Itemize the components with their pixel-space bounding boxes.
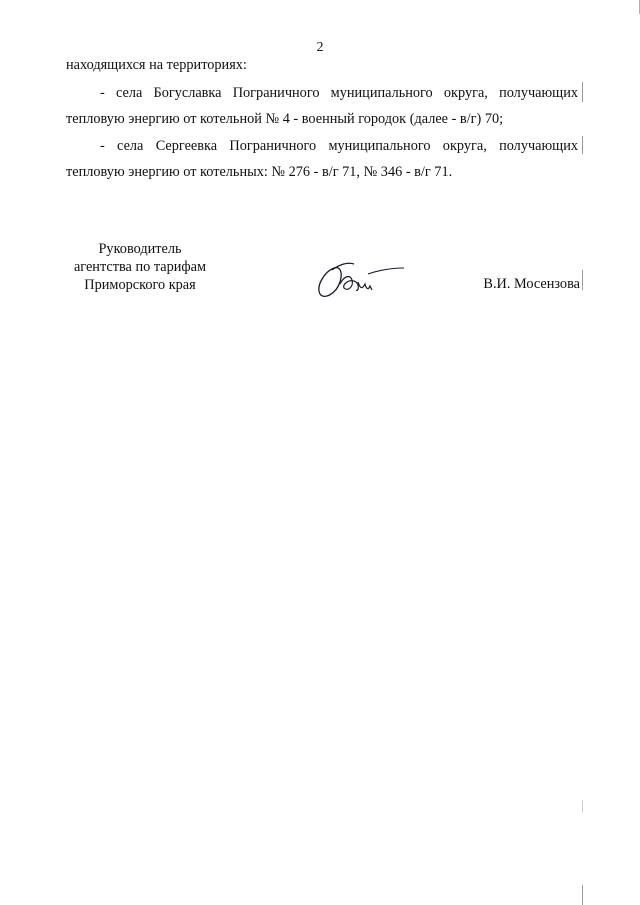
margin-mark bbox=[582, 800, 583, 812]
page-number: 2 bbox=[316, 40, 324, 55]
handwritten-signature bbox=[310, 258, 410, 303]
signatory-title bbox=[30, 240, 250, 294]
signatory-title-line3: Приморского края bbox=[84, 277, 196, 293]
intro-line: находящихся на территориях: bbox=[66, 57, 247, 73]
signatory-title-line1: Руководитель bbox=[98, 241, 182, 257]
margin-mark bbox=[582, 136, 583, 154]
signatory-title-line2: агентства по тарифам bbox=[73, 259, 207, 275]
item2-line1: - села Сергеевка Пограничного муниципального округа, получающих bbox=[100, 138, 578, 154]
item1-line1: - села Богуславка Пограничного муниципального округа, получающих bbox=[100, 85, 578, 101]
margin-mark bbox=[582, 270, 583, 290]
item2-line2: тепловую энергию от котельных: № 276 - в/г 71, № 346 - в/г 71. bbox=[66, 164, 453, 180]
signatory-name: В.И. Мосензова bbox=[483, 276, 580, 292]
item1-line2: тепловую энергию от котельной № 4 - военный городок (далее - в/г) 70; bbox=[66, 111, 504, 127]
margin-mark bbox=[582, 885, 583, 905]
margin-mark bbox=[582, 82, 583, 102]
